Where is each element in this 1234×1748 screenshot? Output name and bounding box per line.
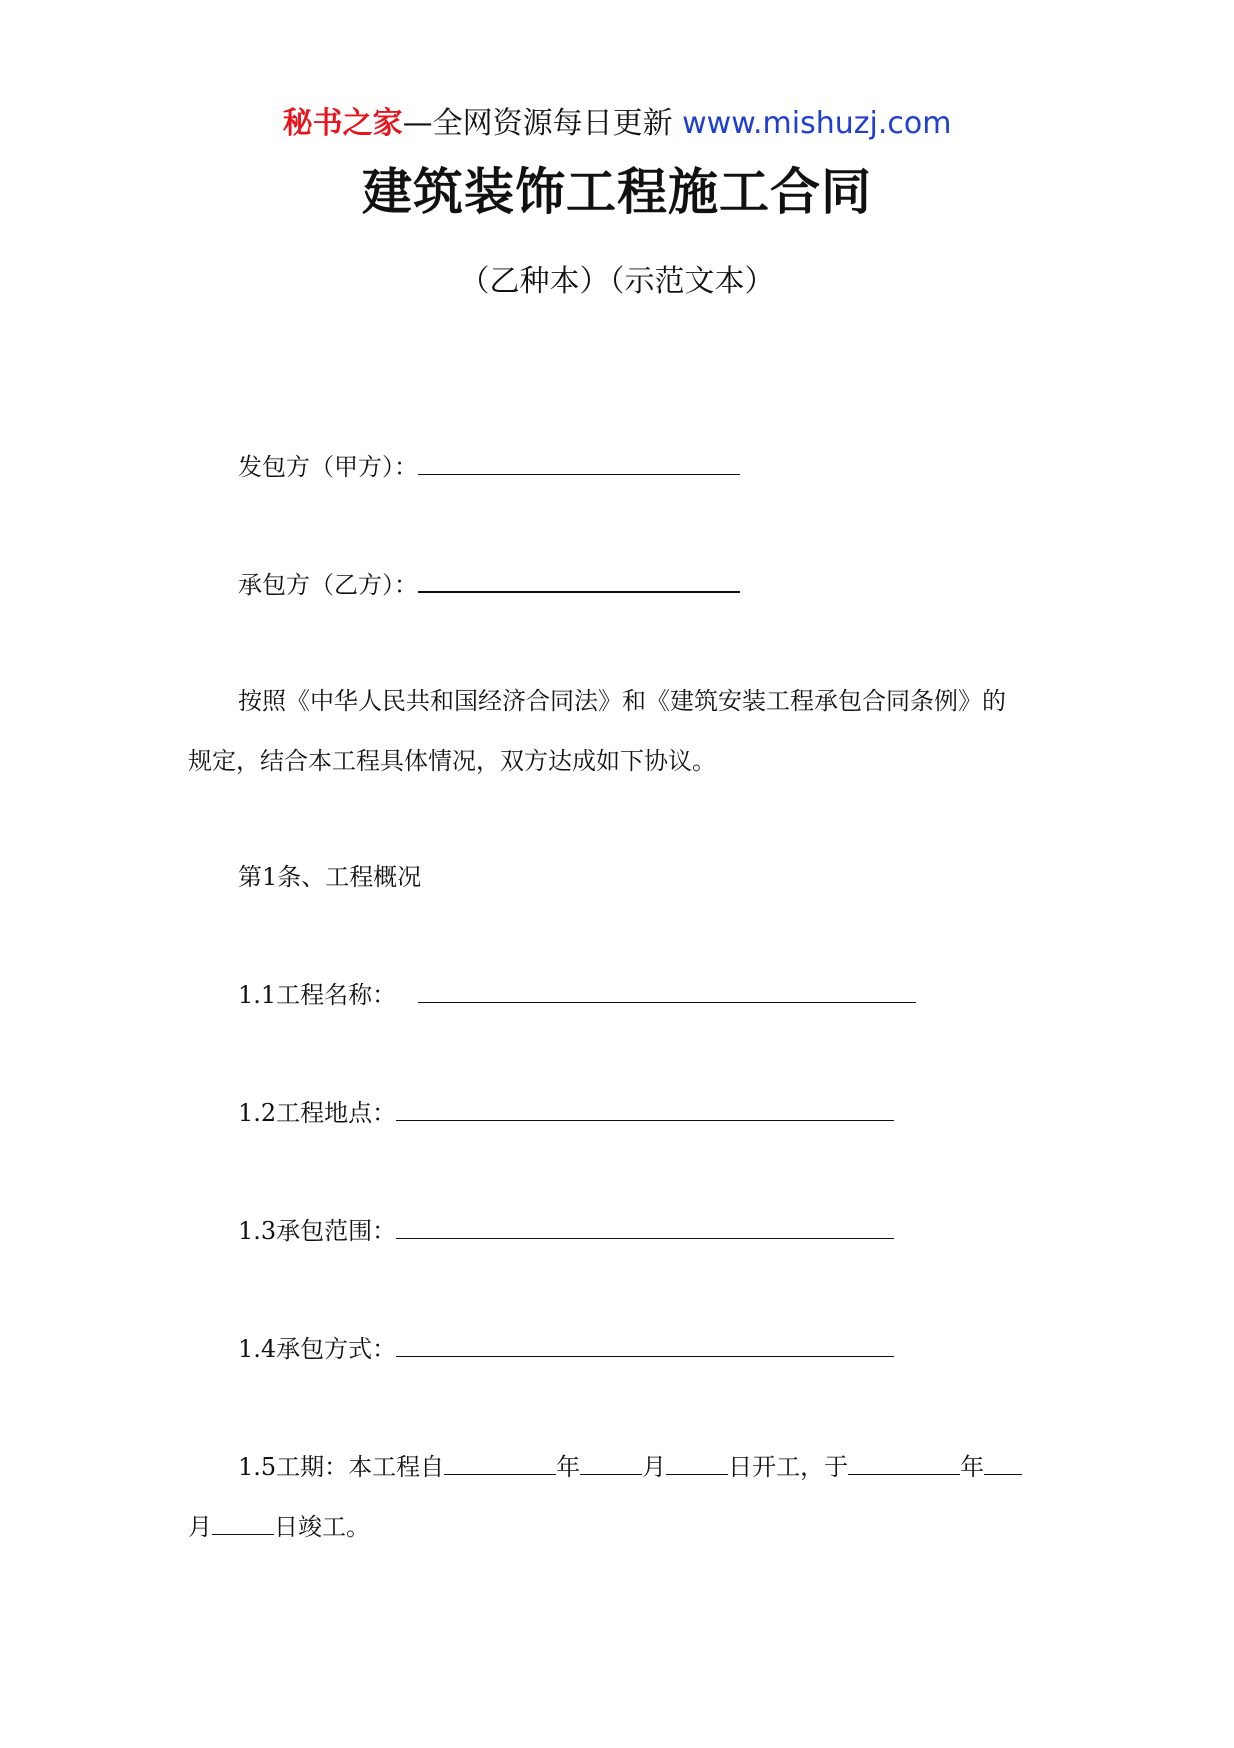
schedule-end-text: 日竣工。 [274,1513,370,1541]
preamble-line-1 [238,684,1006,718]
schedule-year2-label: 年 [960,1453,985,1481]
end-month-blank-start [984,1452,1022,1475]
preamble-text-1: 按照《中华人民共和国经济合同法》和《建筑安装工程承包合同条例》的 [238,687,1006,715]
article-1-heading-text: 第1条、工程概况 [238,863,422,891]
schedule-line-2 [188,1510,370,1544]
end-year-blank [848,1452,960,1475]
contract-scope-blank [396,1216,894,1239]
project-location-blank [396,1098,894,1121]
project-name-line [238,978,916,1012]
schedule-line-1 [238,1450,1022,1484]
contract-method-label: 1.4承包方式： [238,1335,397,1363]
contract-scope-label: 1.3承包范围： [238,1217,397,1245]
project-location-line [238,1096,894,1130]
site-url-link[interactable]: www.mishuzj.com [682,106,952,141]
project-name-label: 1.1工程名称： [238,981,397,1009]
schedule-prefix: 1.5工期：本工程自 [238,1453,445,1481]
schedule-month-label: 月 [642,1453,667,1481]
article-1-heading [238,860,421,894]
project-location-label: 1.2工程地点： [238,1099,397,1127]
document-subtitle: （乙种本）（示范文本） [459,264,775,299]
brand-slogan: —全网资源每日更新 [402,106,673,141]
party-a-blank [418,452,740,475]
schedule-year-label: 年 [556,1453,581,1481]
schedule-start-text: 日开工，于 [728,1453,849,1481]
schedule-month2-label: 月 [188,1513,212,1541]
start-year-blank [444,1452,556,1475]
preamble-line-2 [188,744,716,778]
start-month-blank [580,1452,642,1475]
party-a-label: 发包方（甲方）： [238,453,418,481]
document-title: 建筑装饰工程施工合同 [362,163,872,221]
start-day-blank [666,1452,728,1475]
party-b-blank [418,569,740,593]
contract-method-blank [396,1334,894,1357]
contract-scope-line [238,1214,894,1248]
brand-name: 秘书之家 [282,106,403,141]
party-b-line [238,568,740,602]
project-name-blank [418,980,916,1003]
end-day-blank [212,1512,274,1535]
contract-method-line [238,1332,894,1366]
preamble-text-2: 规定，结合本工程具体情况，双方达成如下协议。 [188,747,716,775]
site-banner [0,104,1234,144]
party-a-line [238,450,740,484]
party-b-label: 承包方（乙方）： [238,571,418,599]
